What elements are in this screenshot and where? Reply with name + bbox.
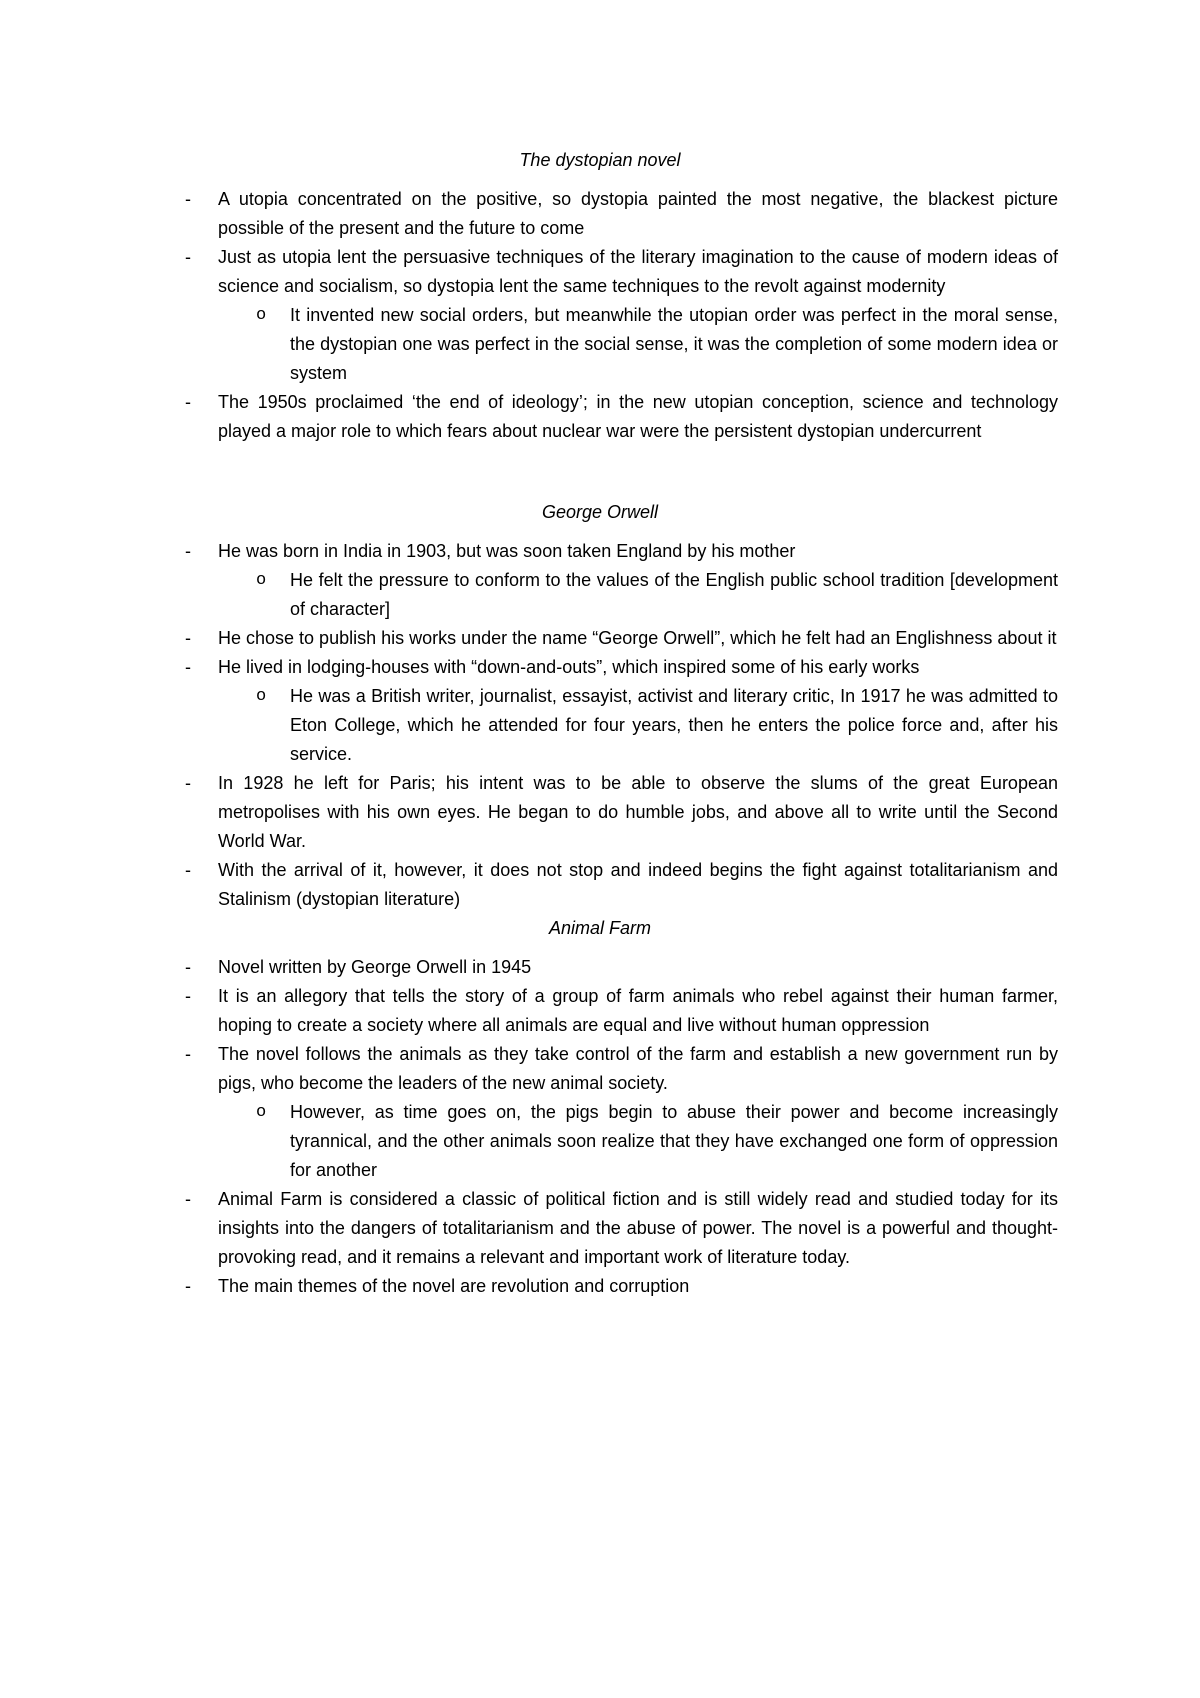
list-item-text: The novel follows the animals as they take control of the farm and establish a new government run by pigs, who become the leaders of the new animal society. (218, 1044, 1058, 1093)
sub-list (218, 1098, 1058, 1185)
list-item-text: He lived in lodging-houses with “down-and-outs”, which inspired some of his early works (218, 657, 920, 677)
list-item: - In 1928 he left for Paris; his intent was to be able to observe the slums of the great European metropolises with his own eyes. He began to do humble jobs, and above all to write until the Second World War. (218, 769, 1058, 856)
section-title-animal-farm: Animal Farm (548, 918, 651, 938)
section-title-george-orwell: George Orwell (541, 502, 659, 522)
sub-list-item: o He was a British writer, journalist, essayist, activist and literary critic, In 1917 he was admitted to Eton College, which he attended for four years, then he enters the police force and, after his service. (290, 682, 1058, 769)
list-item: - Animal Farm is considered a classic of political fiction and is still widely read and studied today for its insights into the dangers of totalitarianism and the abuse of power. The novel is a powerful and thought-provoking read, and it remains a relevant and important work of literature today. (218, 1185, 1058, 1272)
list-item: - With the arrival of it, however, it does not stop and indeed begins the fight against totalitarianism and Stalinism (dystopian literature) (218, 856, 1058, 914)
list-item (218, 653, 1058, 769)
list-item-text: He was born in India in 1903, but was soon taken England by his mother (218, 541, 796, 561)
list-item (218, 243, 1058, 388)
sub-list (218, 301, 1058, 388)
list-item (218, 537, 1058, 624)
list-item-text: Just as utopia lent the persuasive techniques of the literary imagination to the cause of modern ideas of science and socialism, so dystopia lent the same techniques to the revolt against modernity (218, 247, 1058, 296)
list-item: - He chose to publish his works under the name “George Orwell”, which he felt had an Englishness about it (218, 624, 1058, 653)
list-item: - The main themes of the novel are revolution and corruption (218, 1272, 1058, 1301)
list-item (218, 1040, 1058, 1185)
list-item: - A utopia concentrated on the positive, so dystopia painted the most negative, the blackest picture possible of the present and the future to come (218, 185, 1058, 243)
sub-list (218, 566, 1058, 624)
animal-farm-list (218, 953, 1058, 1301)
dystopian-novel-list (218, 185, 1058, 446)
sub-list-item: o He felt the pressure to conform to the values of the English public school tradition [development of character] (290, 566, 1058, 624)
section-title-dystopian-novel: The dystopian novel (519, 150, 681, 170)
sub-list-item: o However, as time goes on, the pigs begin to abuse their power and become increasingly tyrannical, and the other animals soon realize that they have exchanged one form of oppression for another (290, 1098, 1058, 1185)
sub-list (218, 682, 1058, 769)
list-item: - The 1950s proclaimed ‘the end of ideology’; in the new utopian conception, science and technology played a major role to which fears about nuclear war were the persistent dystopian undercurrent (218, 388, 1058, 446)
list-item: - It is an allegory that tells the story of a group of farm animals who rebel against their human farmer, hoping to create a society where all animals are equal and live without human oppression (218, 982, 1058, 1040)
list-item: - Novel written by George Orwell in 1945 (218, 953, 1058, 982)
sub-list-item: o It invented new social orders, but meanwhile the utopian order was perfect in the moral sense, the dystopian one was perfect in the social sense, it was the completion of some modern idea or system (290, 301, 1058, 388)
george-orwell-list (218, 537, 1058, 914)
